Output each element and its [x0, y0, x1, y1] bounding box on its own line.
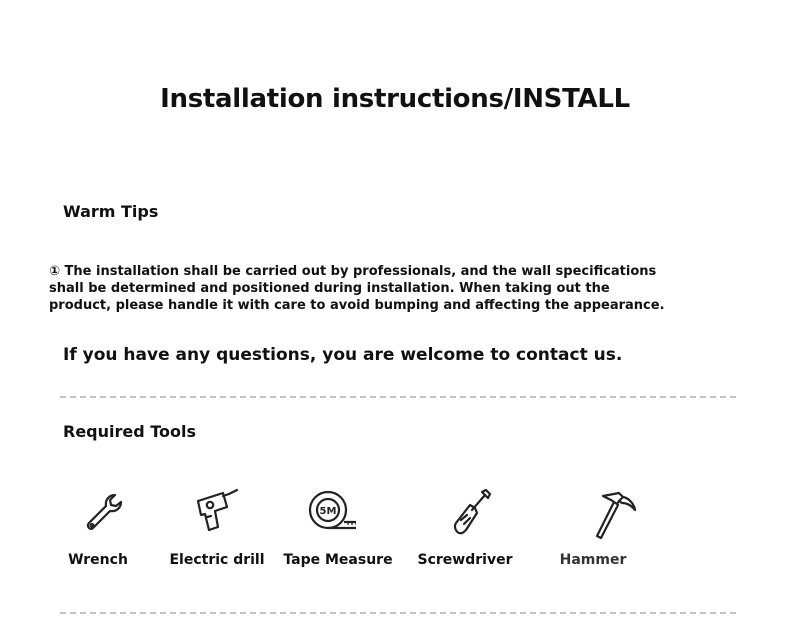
contact-note: If you have any questions, you are welcome to contact us. — [63, 345, 623, 365]
required-tools-heading: Required Tools — [63, 422, 197, 441]
screwdriver-icon — [446, 487, 496, 537]
tip-line: shall be determined and positioned during installation. When taking out the — [49, 281, 610, 296]
tip-line: product, please handle it with care to avoid bumping and affecting the appearance. — [49, 298, 665, 313]
hammer-icon — [589, 490, 639, 540]
tape-measure-icon — [306, 487, 356, 537]
warm-tips-heading: Warm Tips — [63, 202, 159, 221]
section-divider — [60, 396, 736, 398]
page-title: Installation instructions/INSTALL — [160, 84, 630, 114]
tool-label-hammer: Hammer — [559, 552, 627, 568]
section-divider — [60, 612, 736, 614]
tool-label-tape-measure: Tape Measure — [283, 552, 393, 568]
tool-label-screwdriver: Screwdriver — [417, 552, 513, 568]
tool-label-wrench: Wrench — [68, 552, 128, 568]
wrench-icon — [81, 489, 131, 539]
tool-label-electric-drill: Electric drill — [169, 552, 265, 568]
tape-measure-label: 5M — [319, 506, 337, 517]
warm-tips-text — [49, 263, 665, 314]
electric-drill-icon — [193, 487, 243, 537]
tip-line: ① The installation shall be carried out by professionals, and the wall specifications — [49, 264, 657, 279]
